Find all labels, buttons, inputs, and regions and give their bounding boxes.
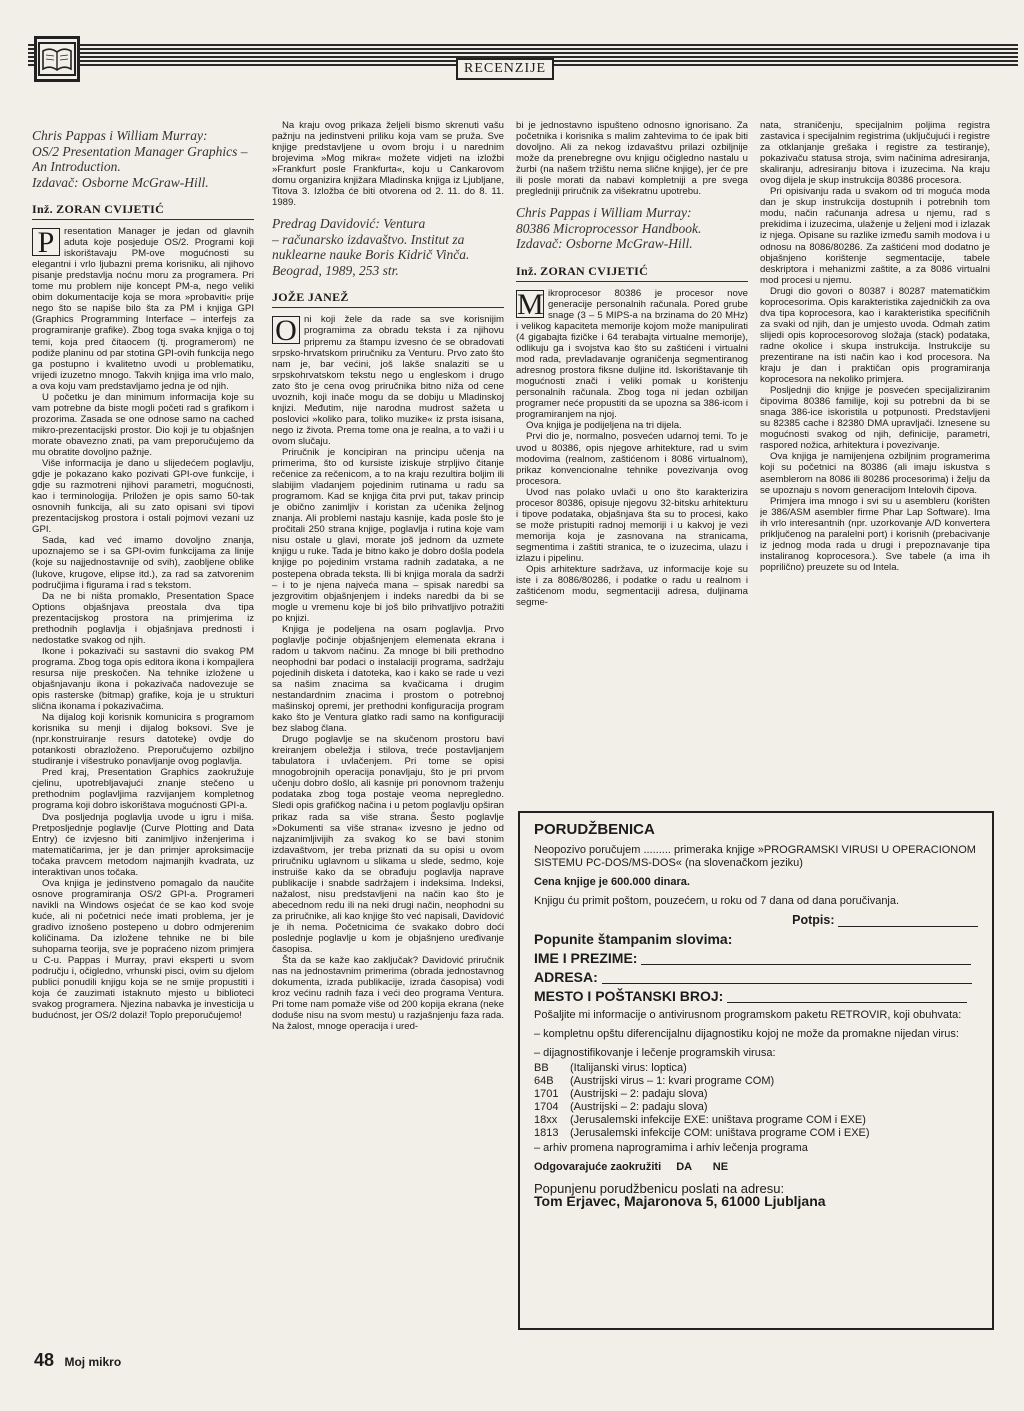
info-request: Pošaljite mi informacije o antivirusnom programskom paketu RETROVIR, koji obuhvata: bbox=[534, 1009, 962, 1021]
paragraph: Da ne bi ništa promaklo, Presentation Space Options objašnjava preostala dva tipa prezentacijskog prostora na primjerima iz prethodnih poglavlja i objašnjava prednosti i nedostatke svakog od njih. bbox=[32, 590, 254, 646]
city-line[interactable] bbox=[727, 1002, 967, 1003]
paragraph: Ova knjiga je namijenjena ozbiljnim programerima koji su početnici na 80386 (ali imaju iskustva s asemblerom na 8086 ili 80286 procesorima) i želju da se upoznaju s novom generacijom Intelovih čipova. bbox=[760, 451, 990, 496]
column-4 bbox=[760, 120, 990, 790]
list-item: 1704 (Austrijski – 2: padaju slova) bbox=[534, 1101, 708, 1113]
column-1 bbox=[32, 120, 254, 1335]
name-label: IME I PREZIME: bbox=[534, 950, 638, 966]
book-logo-icon bbox=[34, 36, 80, 82]
section-header bbox=[28, 36, 1018, 96]
paragraph: Sada, kad već imamo dovoljno znanja, upoznajemo se i sa GPI-ovim funkcijama za linije (koje su najjednostavnije od svih), zaobljene oblike (lukove, krugove, elipse itd.), za rad sa zatvorenim područjima i figurama i rad s tekstom. bbox=[32, 535, 254, 591]
paragraph: Prvi dio je, normalno, posvećen udarnoj temi. To je uvod u 80386, opis njegove arhitekture, rad u svim modovima (realnom, zaštićenom i 8086 virtualnom), prikaz konvencionalne tehnike povezivanja ovog procesora. bbox=[516, 431, 748, 487]
paragraph: Knjiga je podeljena na osam poglavlja. Prvo poglavlje počinje objašnjenjem elemenata ekrana i radom u takvom načinu. Za mnoge bi bili prethodno neophodni bar podaci o instalaciji programa, sadržaju pojedinih disketa i datoteka, kao i kako se rade u vezi sa našim znacima sa kvačicama i drugim nestandardnim znacima i prostom o potrebnoj mašinskoj opremi, jer prethodni konfiguracija program kako što je Ventura glatko radi samo na konfiguraciji bez slabog člana. bbox=[272, 623, 504, 735]
name-field[interactable] bbox=[534, 952, 978, 965]
paragraph: Ova knjiga je podijeljena na tri dijela. bbox=[526, 420, 682, 432]
send-to-label: Popunjenu porudžbenicu poslati na adresu: bbox=[534, 1181, 785, 1196]
drop-cap: M bbox=[517, 287, 544, 321]
signature-line[interactable] bbox=[838, 926, 978, 927]
page-footer bbox=[34, 1350, 121, 1371]
paragraph: ikroprocesor 80386 je procesor nove generacije personalnih računala. Pored grube snage (3 – 5 MIPS-a na brzinama do 20 MHz) i velikog kapaciteta memorije kojom može manipulirati (4 gigabajta fizičke i 64 terabajta virtualne memorije), odlikuju ga i svojstva kao što su zaštićeni i virtualni mod rada, prevladavanje ograničenja segmentiranog adresnog prostora fiksne duljine itd. Iskorištavanje tih mogućnosti znači i veliki pomak u korištenju personalnih računala. Zbog toga ni jedan ozbiljan programer neće propustiti da se upozna sa 386-icom i programiranjem na njoj. bbox=[516, 287, 748, 421]
paragraph: Šta da se kaže kao zaključak? Davidović priručnik nas na jednostavnim primerima (obrada jednostavnog dokumenta, izrada publikacije, izrada časopisa) vodi kroz većinu radnih faza i veći deo programa Ventura. Pri tome nam pomaže više od 200 kopija ekrana (neke doduše nisu na svom mestu) u razjašnjenju faza rada. Na žalost, mnoge operacija i ured- bbox=[272, 955, 504, 1033]
paragraph: bi je jednostavno ispušteno odnosno ignorisano. Za početnika i korisnika s malim zahtevima to će ipak biti dovoljno. Ali za nekog izdavaštvu prilazi ozbiljnije može da prenebregne ovu knjigu očigledno nastalu u žurbi (na našem tržištu nema slične knjige), jer će pre ili posle morati da nabavi kompletniji a pre svega pregledniji priručnik za višekratnu upotrebu. bbox=[516, 120, 748, 198]
book-reference: Chris Pappas i William Murray: OS/2 Presentation Manager Graphics – An Introduction. Izdavač: Osborne McGraw-Hill. bbox=[32, 128, 248, 190]
paragraph: Uvod nas polako uvlači u ono što karakterizira procesor 80386, opisuje njegovu 32-bitsku arhitekturu i tipove podataka, objašnjava šta su to procesi, kako se može pristupiti radnoj memoriji i u kakvoj je vezi memorija koja je zasnovana na stranicama, segmentima i zaštiti stranica, te o izuzecima, ulazu i izlazu i pipelinu. bbox=[516, 486, 748, 564]
list-item: 18xx (Jerusalemski infekcije EXE: uništava programe COM i EXE) bbox=[534, 1114, 866, 1126]
send-address: Tom Erjavec, Majaronova 5, 61000 Ljubljana bbox=[534, 1193, 826, 1209]
paragraph: Dva posljednja poglavlja uvode u igru i miša. Pretposljednje poglavlje (Curve Plotting and Data Entry) će izvjesno biti zanimljivo inženjerima i matematičarima, jer je dan primjer aproksimacije točaka pravcem metodom najmanjih kvadrata, uz interaktivan unos točaka. bbox=[32, 811, 254, 878]
yes-no-row bbox=[534, 1161, 978, 1174]
paragraph: Primjera ima mnogo i svi su u asembleru (korišten je 386/ASM asembler firme Phar Lap Software). Ima ih vrlo interesantnih (npr. uzorkovanje A/D konvertera priključenog na paralelni port) i korisnih (prebacivanje iz jednog moda rada u drugi i prepoznavanje tipa instaliranog koprocesora.). Sve tabele (a ima ih poprilično) preuzete su od Intela. bbox=[760, 495, 990, 573]
paragraph: Drugo poglavlje se na skučenom prostoru bavi kreiranjem obeležja i stilova, treće postavljanjem tabulatora i uvlačenjem. Pri tome se opisi mnogobrojnih operacija ponavljaju, što je pri prvom učenju dobro došlo, ali kasnije pri ponovnom traženju podataka zbog toga postaje veoma nepregledno. Sledi opis grafičkog načina i u petom poglavlju opširan prikaz rada sa više strana. Šesto poglavlje »Dokumenti sa više strana« izvesno je jedno od najzanimljivijih za svakog ko se bavi stonim izdavaštvom, jer treba priznati da su opisi u ovom priručniku uglavnom u slikama u slede, sedmo, koje instruiše kako da se obrađuju poglavlja naprave publikacije i snabde sadržajem i indeksima. Indeksi, nažalost, nisu predstavljeni na način kao što je abecednom redu ili na neki drugi način, neophodni su za priručnike, ali kao knjige što već napisali, Davidović je ih nema. Početnicima će svakako dobro doći poslednje poglavlje u kom je objašnjeno uređivanje časopisa. bbox=[272, 734, 504, 956]
closing-paragraph: Na kraju ovog prikaza željeli bismo skrenuti vašu pažnju na jedinstveni priliku koja vam se pruža. Sve knjige predstavljene u ovom broju i u narednim brojevima »Mog mikra« možete vidjeti na izložbi »Frankfurt posle Frankfurta«, koju u Cankarovom domu organizira knjižara Mladinska knjiga iz Ljubljane, Titova 3. Izložba će biti otvorena od 2. 11. do 8. 11. 1989. bbox=[272, 120, 504, 209]
address-line[interactable] bbox=[602, 983, 972, 984]
name-line[interactable] bbox=[641, 964, 971, 965]
fill-instruction: Popunite štampanim slovima: bbox=[534, 931, 733, 947]
paragraph: Više informacija je dano u slijedećem poglavlju, gdje je pokazano kako pozivati GPI-ove funkcije, i gdje su razmotreni njihovi parametri, mogućnosti, kao i terminologija. Priložen je opis samo 50-tak osnovnih funkcija, ali su zato opisani svi tipovi prezentacijskog prostora i ostali pojmovi vezani uz GPI. bbox=[32, 458, 254, 536]
paragraph: Priručnik je koncipiran na principu učenja na primerima, što od kursiste iziskuje strpljivo čitanje rečenice za rečenicom, a to na kraju rezultira boljim ili slabijim vladanjem pojedinim rutinama u radu sa programom. Kad se knjiga čita prvi put, takav princip je obično zanimljiv i koristan za učenika željnog znanja. Ali problemi nastaju kasnije, kada posle što je pročitali 250 strana knjige, poglavlja i rutina koje vam nisu ostale u glavi, morate još jednom da uzmete knjigu u ruke. Tada je bitno kako je dobro došla podela knjige po pojedinim vrstama radnih zadataka, a ne postepena obrada teksta. Ili bi knjiga morala da sadrži – i to je njena najveća mana – spisak naredbi sa jezgrovitim objašnjenjem i indeks naredbi da bi se mogle u vremenu koje bi još bilo prihvatljivo potražiti po knjizi. bbox=[272, 446, 504, 624]
paragraph: Posljednji dio knjige je posvećen specijaliziranim čipovima 80386 familije, koji su potrebni da bi se snaga 386-ice iskoristila u potpunosti. Predstavljeni su 82385 cache i 82380 DMA upravljači. Iznesene su mogućnosti svakog od njih, definicije, parametri, raspored nožica, arhitektura i povezivanje. bbox=[760, 385, 990, 452]
section-label: RECENZIJE bbox=[456, 58, 554, 80]
city-label: MESTO I POŠTANSKI BROJ: bbox=[534, 988, 724, 1004]
signature-label: Potpis: bbox=[792, 913, 835, 927]
paragraph: Pri opisivanju rada u svakom od tri moguća moda dan je skup instrukcija dostupnih i potrebnih tom modu, način računanja adresa u njemu, rad s prekidima i izuzecima, ulaženje u željeni mod i izlazak iz njega. Opisane su razlike između samih modova i u odnosu na 8086/80286. Za zaštićeni mod dodatno je objašnjeno korištenje segmentacije, tabele deskriptora i mehanizmi zaštite, a za 8086 virtualni mod procesi u njemu. bbox=[760, 186, 990, 286]
address-field[interactable] bbox=[534, 971, 978, 984]
reviewer-name: Inž. ZORAN CVIJETIĆ bbox=[32, 204, 254, 220]
paragraph: Drugi dio govori o 80387 i 80287 matematičkim koprocesorima. Opis karakteristika zajedničkih za ova dva tipa koprocesora, kao i karakteristika specifičnih za svaki od njih, dan je umjesto uvoda. Odmah zatim slijedi opis koprocesorovog složaja (stack) podataka, radne okolice i skupa instrukcija. Instrukcije su prezentirane na isti način kao i kod procesora. Na kraju je dan i praktičan opis programiranja koprocesora na nekoliko primjera. bbox=[760, 285, 990, 386]
yes-option[interactable]: DA bbox=[676, 1161, 692, 1173]
list-item: 1701 (Austrijski – 2: padaju slova) bbox=[534, 1088, 708, 1100]
paragraph: Na dijalog koji korisnik komunicira s programom korisnika su menji i dijalog boksovi. Sve je (npr.konstruiranje resurs datoteke) ovdje do potankosti obrazloženo. Preporučujemo ozbiljno studiranje i višestruko ponavljanje ovog poglavlja. bbox=[32, 712, 254, 768]
order-intro: Neopozivo poručujem ......... primeraka knjige »PROGRAMSKI VIRUSI U OPERACIONOM SISTEMU PC-DOS/MS-DOS« (na slovenačkom jeziku) bbox=[534, 844, 976, 869]
reviewer-name: JOŽE JANEŽ bbox=[272, 292, 504, 308]
delivery-text: Knjigu ću primit poštom, pouzećem, u roku od 7 dana od dana poručivanja. bbox=[534, 895, 900, 907]
no-option[interactable]: NE bbox=[712, 1161, 729, 1173]
paragraph: resentation Manager je jedan od glavnih aduta koje posjeduje OS/2. Programi koji iskorištavaju PM-ove mogućnosti su elegantni i vrlo ljubazni prema korisniku, ali njihovo pisanje predstavlja noćnu moru za programera. Pri tome mu problem nije koncept PM-a, nego veliki obim dokumentacije koja se mora »probaviti« prije nego što se napiše bilo šta za PM i knjiga GPI (Graphics Programming Interface – interfejs za programiranje grafike). Zbog toga svaka knjiga o toj temi, koja pred čitaocem (tj. programerom) ne podiže planinu od par stotina GPI-ovih funkcija nego ga postupno i kvalitetno uvodi u problematiku, vrijedi izuzetno mnogo. Takvih knjiga ima vrlo malo, a ova koju vam predstavljamo jedna je od njih. bbox=[32, 226, 254, 392]
signature-field[interactable] bbox=[534, 914, 978, 927]
paragraph: Pred kraj, Presentation Graphics zaokružuje cjelinu, upotrebljavajući znanje stečeno u prethodnim poglavljima razvijanjem kompletnog programa koji dobro iskorištava mogućnosti GPI-a. bbox=[32, 767, 254, 812]
column-3 bbox=[516, 120, 748, 790]
city-field[interactable] bbox=[534, 990, 978, 1003]
drop-cap: O bbox=[272, 316, 300, 344]
order-form bbox=[518, 811, 994, 1330]
paragraph: U početku je dan minimum informacija koje su vam potrebne da biste mogli početi rad s grafikom i prozorima. Zasada se one odnose samo na cached mikro-prezentacijski prostor. Dio koji je tu objašnjen morate obavezno znati, pa vam preporučujemo da mu obratite dovoljno pažnje. bbox=[32, 391, 254, 458]
book-reference: Chris Pappas i William Murray: 80386 Microprocessor Handbook. Izdavač: Osborne McGraw-Hill. bbox=[516, 205, 702, 252]
feature-item: – arhiv promena naprogramima i arhiv lečenja programa bbox=[534, 1142, 808, 1154]
page-number: 48 bbox=[34, 1350, 55, 1370]
price-text: Cena knjige je 600.000 dinara. bbox=[534, 876, 690, 888]
reviewer-name: Inž. ZORAN CVIJETIĆ bbox=[516, 266, 748, 282]
yes-no-label: Odgovarajuće zaokružiti bbox=[534, 1161, 662, 1173]
virus-list bbox=[534, 1062, 978, 1140]
paragraph: nata, straničenju, specijalnim poljima registra zastavica i specijalnim registrima (uključujući i registre za otklanjanje grešaka i registre za testiranje), pokazivaču statusa stroja, svim načinima adresiranja, skaliranju, adresiranju bitova i izuzecima. Na kraju ovog dijela je skup instrukcija 80386 procesora. bbox=[760, 120, 990, 187]
paragraph: Ikone i pokazivači su sastavni dio svakog PM programa. Zbog toga opis editora ikona i kompajlera resursa nije preskočen. Na tehnike izložene u objašnjavanju ikona i pokazivača nadovezuje se opis rasterske (bitmap) grafike, koja je u strukturi slična ikonama i pokazivačima. bbox=[32, 645, 254, 713]
paragraph: ni koji žele da rade sa sve korisnijim programima za obradu teksta i za njihovu pripremu za štampu izvesno će se obradovati srpsko-hrvatskom priručniku za Venturu. Prvo zato što nam je, bar većini, još lakše snalaziti se u srpskohrvatskom tekstu nego u engleskom i drugo zato što je cena ovog priručnika bitno niža od cene uvoznih, koji inače mogu da se dobiju u Mladinskoj knjizi. Međutim, nije narodna mudrost sažeta u poslovici »koliko para, toliko muzike« iz prsta isisana, nego iz života. Prema tome ona je realna, a to važi i u ovom slučaju. bbox=[272, 314, 504, 447]
drop-cap: P bbox=[32, 228, 60, 256]
feature-item: – kompletnu opštu diferencijalnu dijagnostiku kojoj ne može da promakne nijedan virus: bbox=[534, 1028, 959, 1040]
list-item: BB (Italijanski virus: loptica) bbox=[534, 1062, 687, 1074]
list-item: 1813 (Jerusalemski infekcije COM: uništava programe COM i EXE) bbox=[534, 1127, 870, 1139]
list-item: 64B (Austrijski virus – 1: kvari programe COM) bbox=[534, 1075, 775, 1087]
paragraph: Opis arhitekture sadržava, uz informacije koje su iste i za 8086/80286, i podatke o radu u realnom i zaštićenom modu, segmentaciji adresa, duljinama segme- bbox=[516, 564, 748, 609]
paragraph: Ova knjiga je jedinstveno pomagalo da naučite osnove programiranja OS/2 GPI-a. Programeri navikli na Windows osjećat će se kao kod svoje kuće, ali ni početnici neće imati problema, jer je gradivo iznošeno postepeno u dobro odmjerenim količinama. Da izložene tehnike ne bi bile suhoparna teorija, sve je popraćeno nizom primjera u C-u. Pappas i Murray, pravi eksperti u svom području i, očigledno, vrhunski pisci, ovim su djelom publici ponudili knjigu koja se ne smije propustiti i koja će zauzimati istaknuto mjesto u biblioteci svakog programera. Njezina nabavka je investicija u budućnost, jer OS/2 dolazi! Toplo preporučujemo! bbox=[32, 877, 254, 1022]
order-form-title: PORUDŽBENICA bbox=[534, 821, 655, 838]
magazine-name: Moj mikro bbox=[64, 1355, 122, 1369]
book-reference: Predrag Davidović: Ventura – računarsko izdavaštvo. Institut za nuklearne nauke Boris Kidrič Vinča. Beograd, 1989, 253 str. bbox=[272, 216, 470, 278]
column-2 bbox=[272, 120, 504, 1225]
address-label: ADRESA: bbox=[534, 969, 598, 985]
feature-item: – dijagnostifikovanje i lečenje programskih virusa: bbox=[534, 1047, 776, 1059]
